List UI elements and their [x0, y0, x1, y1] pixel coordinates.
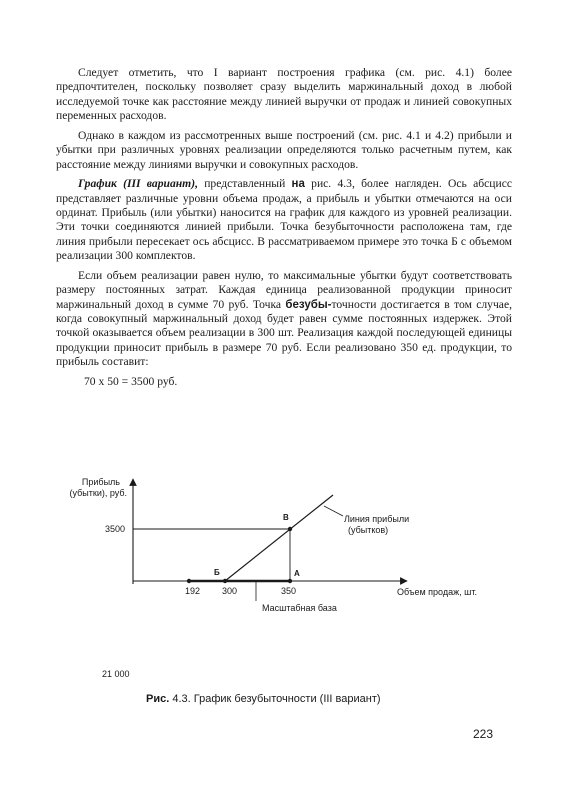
- paragraph-3-text-b: рис. 4.3, более нагляден. Ось абсцисс представляет различные уровни объема продаж, а прибыль и убытки отмечаются на оси ординат. Прибыль (или убытки) наносится на график для каждого из уровней реализации. Эти точки соединяются линией прибыли. Точка безубыточности расположена там, где линия прибыли пересекает ось абсцисс. В рассматриваемом примере это точка Б с объемом реализации 300 комплектов.: [56, 177, 512, 263]
- point-a: [288, 579, 292, 583]
- y-axis-label-line2: (убытки), руб.: [69, 488, 127, 498]
- stray-number: 21 000: [102, 669, 130, 679]
- caption-number: 4.3.: [172, 693, 191, 705]
- paragraph-2: Однако в каждом из рассмотренных выше построений (см. рис. 4.1 и 4.2) прибыли и убытки при различных уровнях реализации определяются только расчетным путем, как расстояние между линиями выручки и совокупных расходов.: [56, 128, 512, 171]
- x-tick-label-300: 300: [222, 586, 238, 596]
- paragraph-3-text-a: представленный: [197, 177, 292, 191]
- page-number: 223: [473, 727, 494, 741]
- point-v: [288, 527, 292, 531]
- caption-label: Рис.: [146, 693, 170, 705]
- breakeven-chart: [0, 470, 564, 660]
- point-label-v: В: [283, 513, 289, 522]
- caption-title: График безубыточности (III вариант): [193, 693, 381, 705]
- profit-line-label-1: Линия прибыли: [344, 514, 410, 524]
- figure-caption: [146, 693, 381, 705]
- x-axis-label: Объем продаж, шт.: [397, 587, 477, 597]
- paragraph-1: Следует отметить, что I вариант построения графика (см. рис. 4.1) более предпочтителен, поскольку позволяет сразу выделить маржинальный доход в любой исследуемой точке как расстояние между линией выручки от продаж и линией совокупных переменных расходов.: [56, 66, 512, 123]
- y-tick-label-3500: 3500: [105, 524, 126, 534]
- tick-mark-192: [187, 579, 191, 583]
- profit-line-label-2: (убытков): [348, 525, 389, 535]
- paragraph-3-na: на: [291, 178, 305, 191]
- point-label-b: Б: [214, 568, 220, 577]
- x-tick-label-350: 350: [281, 586, 297, 596]
- point-label-a: А: [294, 569, 300, 578]
- x-tick-label-192: 192: [185, 586, 201, 596]
- paragraph-4-text-a: Если объем реализации равен нулю, то максимальные убытки будут соответствовать размеру постоянных затрат. Каждая единица реализованной продукции приносит маржинальный доход в сумме 70 руб. Точка: [56, 268, 512, 311]
- profit-line: [225, 495, 333, 581]
- paragraph-4: [56, 269, 512, 369]
- equation: 70 х 50 = 3500 руб.: [84, 374, 178, 388]
- body-text: [56, 66, 512, 395]
- y-axis-label-line1: Прибыль: [81, 477, 120, 487]
- paragraph-4-bold: безубы-: [285, 298, 332, 311]
- point-b: [223, 579, 227, 583]
- paragraph-3: [56, 177, 512, 263]
- scale-base-label: Масштабная база: [262, 603, 337, 613]
- paragraph-4-text-b: точности достигается в том случае, когда совокупный маржинальный доход будет равен сумме постоянных издержек. Этой точкой оказывается объем реализации в 300 шт. Реализация каждой последующей единицы продукции приносит прибыль в размере 70 руб. Если реализовано 350 ед. продукции, то прибыль составит:: [56, 297, 512, 369]
- paragraph-3-heading: График (III вариант),: [78, 177, 198, 191]
- profit-line-leader: [324, 506, 343, 516]
